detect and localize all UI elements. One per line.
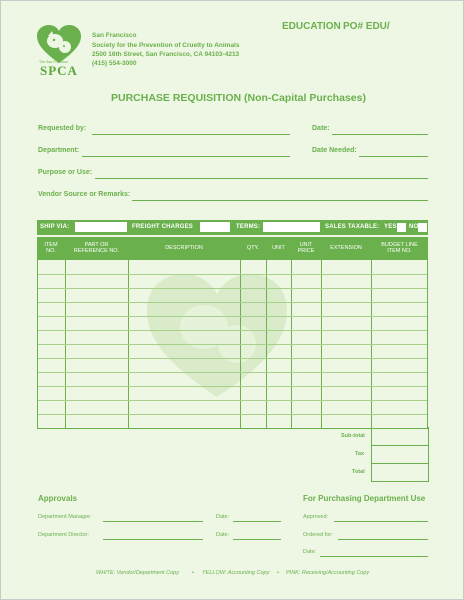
table-row <box>38 274 427 275</box>
table-row <box>38 400 427 401</box>
logo-word: SPCA <box>40 63 78 78</box>
vendor-label: Vendor Source or Remarks: <box>38 191 131 198</box>
director-date-label: Date: <box>216 532 230 538</box>
spca-logo <box>35 25 83 78</box>
ship-via-input[interactable] <box>75 222 127 232</box>
col-unit-price <box>291 237 321 259</box>
org-name-line1: San Francisco <box>92 32 137 39</box>
dept-director-label: Department Director: <box>38 532 90 538</box>
date-input[interactable] <box>332 134 428 135</box>
org-address: 2500 16th Street, San Francisco, CA 94103-4213 <box>92 51 240 58</box>
footer-bullet: • <box>277 570 279 576</box>
approved-input[interactable] <box>334 521 428 522</box>
no-label: NO <box>409 224 419 230</box>
col-part-line2: REFERENCE NO. <box>73 248 120 254</box>
purchasing-heading: For Purchasing Department Use <box>303 494 426 503</box>
purchasing-date-input[interactable] <box>320 556 428 557</box>
ship-via-label: SHIP VIA: <box>40 224 70 230</box>
form-title: PURCHASE REQUISITION (Non-Capital Purchases) <box>111 92 366 104</box>
logo-small-caption: The San Francisco <box>39 60 69 64</box>
totals-divider <box>372 463 428 464</box>
terms-input[interactable] <box>263 222 320 232</box>
heart-dog-cat-logo-icon <box>35 25 83 65</box>
col-qty: QTY. <box>246 245 260 251</box>
freight-input[interactable] <box>200 222 230 232</box>
department-code: EDUCATION <box>282 21 341 32</box>
dept-manager-label: Department Manager: <box>38 514 92 520</box>
purpose-input[interactable] <box>95 178 428 179</box>
ordered-for-input[interactable] <box>338 539 428 540</box>
purchasing-date-label: Date: <box>303 549 317 555</box>
col-description: DESCRIPTION <box>165 245 203 251</box>
approved-label: Approved: <box>303 514 329 520</box>
no-checkbox[interactable] <box>418 223 427 232</box>
department-label: Department: <box>38 147 80 154</box>
vendor-input[interactable] <box>132 200 428 201</box>
table-row <box>38 302 427 303</box>
total-label: Total <box>352 469 365 475</box>
po-number: PO# EDU/ <box>343 21 390 32</box>
table-row <box>38 414 427 415</box>
department-input[interactable] <box>82 156 290 157</box>
col-unit: UNIT <box>272 245 285 251</box>
table-row <box>38 288 427 289</box>
table-row <box>38 372 427 373</box>
purpose-label: Purpose or Use: <box>38 169 93 176</box>
table-row <box>38 316 427 317</box>
tax-label: Tax <box>355 451 365 457</box>
watermark-heart-icon <box>142 272 292 402</box>
manager-date-input[interactable] <box>233 521 281 522</box>
col-part-line1: PART OR <box>84 242 109 248</box>
manager-date-label: Date: <box>216 514 230 520</box>
dept-manager-input[interactable] <box>103 521 203 522</box>
col-budget-line1: BUDGET LINE <box>381 242 418 248</box>
col-item-no-line1: ITEM <box>44 242 58 248</box>
col-extension: EXTENSION <box>330 245 362 251</box>
footer-bullet: • <box>192 570 194 576</box>
table-row <box>38 386 427 387</box>
sales-taxable-label: SALES TAXABLE: <box>325 224 380 230</box>
yes-checkbox[interactable] <box>397 223 406 232</box>
org-phone: (415) 554-3000 <box>92 60 137 67</box>
requested-by-input[interactable] <box>92 134 290 135</box>
col-unit-price-line1: UNIT <box>299 242 313 248</box>
shipping-bar <box>37 220 428 235</box>
table-row <box>38 330 427 331</box>
freight-label: FREIGHT CHARGES <box>132 224 194 230</box>
date-needed-label: Date Needed: <box>312 147 357 154</box>
items-table-grid[interactable] <box>37 259 428 429</box>
date-label: Date: <box>312 125 330 132</box>
col-unit-price-line2: PRICE <box>297 248 315 254</box>
ordered-for-label: Ordered for: <box>303 532 333 538</box>
totals-box <box>371 427 429 482</box>
date-needed-input[interactable] <box>359 156 428 157</box>
col-item-no <box>37 237 65 259</box>
org-name-line2: Society for the Prevention of Cruelty to Animals <box>92 42 240 49</box>
col-part-ref <box>65 237 128 259</box>
col-item-no-line2: NO. <box>46 248 56 254</box>
director-date-input[interactable] <box>233 539 281 540</box>
yes-label: YES <box>384 224 397 230</box>
col-budget-line2: ITEM NO. <box>387 248 412 254</box>
footer-yellow-copy: YELLOW: Accounting Copy <box>202 570 270 576</box>
subtotal-label: Sub-total <box>341 433 365 439</box>
footer-pink-copy: PINK: Receiving/Accounting Copy <box>286 570 370 576</box>
dept-director-input[interactable] <box>103 539 203 540</box>
col-budget-line <box>371 237 428 259</box>
requested-by-label: Requested by: <box>38 125 87 132</box>
footer-white-copy: WHITE: Vendor/Department Copy <box>96 570 179 576</box>
items-table-header <box>37 237 428 259</box>
table-row <box>38 344 427 345</box>
approvals-heading: Approvals <box>38 494 78 503</box>
table-row <box>38 358 427 359</box>
terms-label: TERMS: <box>236 224 261 230</box>
totals-divider <box>372 445 428 446</box>
